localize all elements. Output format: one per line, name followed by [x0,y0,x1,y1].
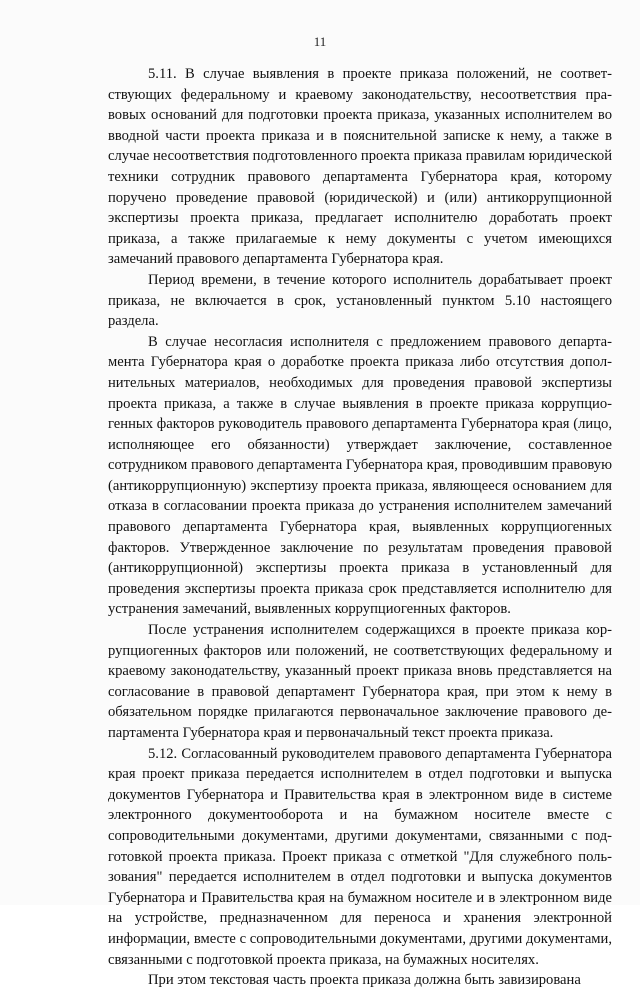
paragraph-5-12: 5.12. Согласованный руководителем правового департамента Губернатора края проект приказа передается исполнителем в отдел подготовки и выпуска документов Губернатора и Правительства края в электронном виде в системе электронного документооборота и на бумажном носителе вместе с сопроводительными документами, другими документами, связанными с подготовкой проекта приказа. Проект приказа с отметкой "Для служебного пользования" передается исполнителем в отдел подготовки и выпуска документов Губернатора и Правительства края на бумажном носителе и в электронном виде на устройстве, предназначенном для переноса и хранения электронной информации, вместе с сопроводительными документами, другими документами, связанными с подготовкой проекта приказа, на бумажных носителях. [108,745,612,968]
paragraph-visa: При этом текстовая часть проекта приказа должна быть завизирована [148,972,581,989]
paragraph-disagreement: В случае несогласия исполнителя с предложением правового департамента Губернатора края о доработке проекта приказа либо отсутствия дополнительных материалов, необходимых для проведения правовой экспертизы проекта приказа, а также в случае выявления в проекте приказа коррупциогенных факторов руководитель правового департамента Губернатора края (лицо, исполняющее его обязанности) утверждает заключение, составленное сотрудником правового департамента Губернатора края, проводившим правовую (антикоррупционную) экспертизу проекта приказа, являющееся основанием для отказа в согласовании проекта приказа до устранения исполнителем замечаний правового департамента Губернатора края, выявленных коррупциогенных факторов. Утвержденное заключение по результатам проведения правовой (антикоррупционной) экспертизы проекта приказа в установленный для проведения экспертизы проекта приказа срок представляется исполнителю для устранения замечаний, выявленных коррупциогенных факторов. [108,333,612,618]
document-body [108,64,612,991]
paragraph-resubmission: После устранения исполнителем содержащихся в проекте приказа коррупциогенных факторов или положений, не соответствующих федеральному и краевому законодательству, указанный проект приказа вновь представляется на согласование в правовой департамент Губернатора края, при этом к нему в обязательном порядке прилагаются первоначальное заключение правового департамента Губернатора края и первоначальный текст проекта приказа. [108,622,612,741]
paragraph-5-11: 5.11. В случае выявления в проекте приказа положений, не соответствующих федеральному и краевому законодательству, несоответствия правовых оснований для подготовки проекта приказа, указанных исполнителем во вводной части проекта приказа и в пояснительной записке к нему, а также в случае несоответствия подготовленного проекта приказа правилам юридической техники сотрудник правового департамента Губернатора края, которому поручено проведение правовой (юридической) и (или) антикоррупционной экспертизы проекта приказа, предлагает исполнителю доработать проект приказа, а также прилагаемые к нему документы с учетом имеющихся замечаний правового департамента Губернатора края. [108,66,613,268]
page-number: 11 [313,34,327,49]
paragraph-revision-period: Период времени, в течение которого исполнитель дорабатывает проект приказа, не включается в срок, установленный пунктом 5.10 настоящего раздела. [108,271,612,330]
